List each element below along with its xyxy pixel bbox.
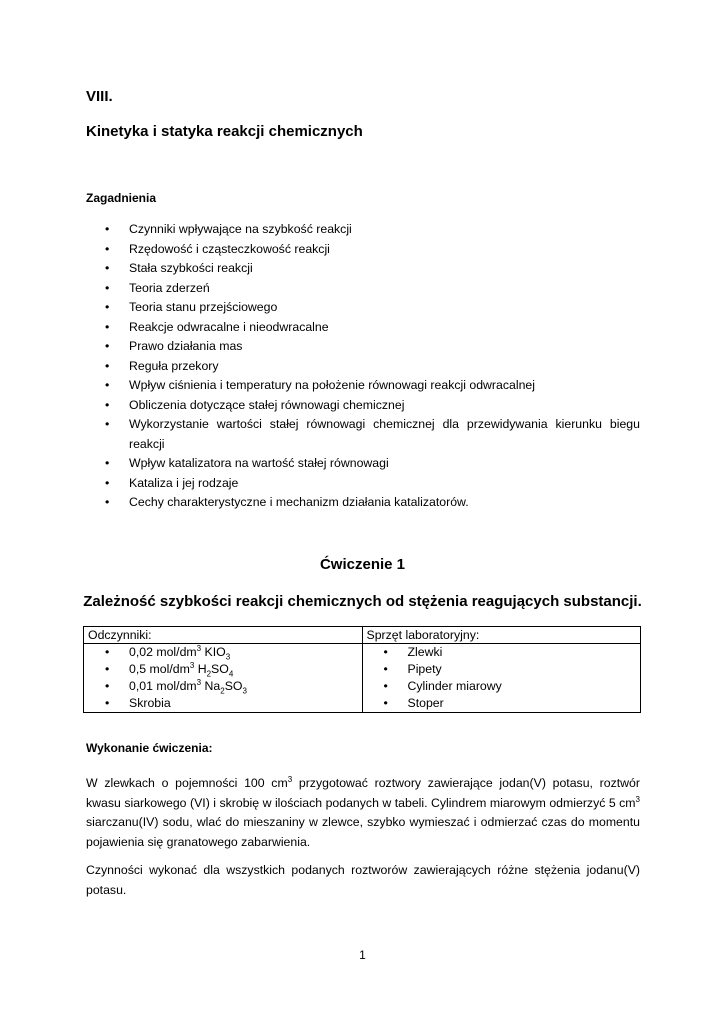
page-number: 1	[359, 948, 366, 962]
reagent-item: • 0,01 mol/$dm^3$ $Na_2SO_3$	[88, 678, 358, 695]
equipment-item: • Stoper	[367, 695, 637, 712]
chapter-number: VIII.	[86, 88, 113, 105]
exercise-title: Zależność szybkości reakcji chemicznych od stężenia reagujących substancji.	[83, 593, 642, 610]
topic-item: • Wpływ ciśnienia i temperatury na położenie równowagi reakcji odwracalnej	[86, 376, 640, 396]
topic-item: • Kataliza i jej rodzaje	[86, 474, 640, 494]
procedure-paragraph: W zlewkach o pojemności 100 $cm^3$ przygotować roztwory zawierające jodan(V) potasu, roztwór kwasu siarkowego (VI) i skrobię w ilościach podanych w tabeli. Cylindrem miarowym odmierzyć 5 $cm^3$ siarczanu(IV) sodu, wlać do mieszaniny w zlewce, szybko wymieszać i odmierzać czas do momentu pojawienia się granatowego zabarwienia.	[86, 774, 640, 849]
topic-item: • Teoria zderzeń	[86, 279, 640, 299]
topic-item: • Wykorzystanie wartości stałej równowagi chemicznej dla przewidywania kierunku biegu reakcji	[86, 415, 640, 454]
reagents-list	[88, 644, 358, 712]
topic-item: • Reguła przekory	[86, 357, 640, 377]
reagents-cell	[84, 644, 363, 713]
reagents-header: Odczynniki:	[84, 627, 363, 644]
chapter-title: Kinetyka i statyka reakcji chemicznych	[86, 123, 363, 140]
topic-item: • Obliczenia dotyczące stałej równowagi chemicznej	[86, 396, 640, 416]
materials-table	[83, 626, 641, 713]
reagent-item: • 0,5 mol/$dm^3$ $H_2SO_4$	[88, 661, 358, 678]
exercise-label: Ćwiczenie 1	[319, 556, 406, 573]
topic-item: • Rzędowość i cząsteczkowość reakcji	[86, 240, 640, 260]
equipment-list	[367, 644, 637, 712]
equipment-cell	[362, 644, 641, 713]
equipment-item: • Cylinder miarowy	[367, 678, 637, 695]
equipment-header: Sprzęt laboratoryjny:	[362, 627, 641, 644]
topic-item: • Reakcje odwracalne i nieodwracalne	[86, 318, 640, 338]
reagent-item: • Skrobia	[88, 695, 358, 712]
topic-item: • Cechy charakterystyczne i mechanizm działania katalizatorów.	[86, 493, 640, 513]
equipment-item: • Zlewki	[367, 644, 637, 661]
equipment-item: • Pipety	[367, 661, 637, 678]
topics-heading: Zagadnienia	[86, 191, 157, 205]
topic-item: • Stała szybkości reakcji	[86, 259, 640, 279]
procedure-paragraph-2: Czynności wykonać dla wszystkich podanych roztworów zawierających różne stężenia jodanu(V) potasu.	[86, 863, 640, 897]
topic-item: • Teoria stanu przejściowego	[86, 298, 640, 318]
topic-item: • Prawo działania mas	[86, 337, 640, 357]
topic-item: • Czynniki wpływające na szybkość reakcji	[86, 220, 640, 240]
topic-item: • Wpływ katalizatora na wartość stałej równowagi	[86, 454, 640, 474]
procedure-heading: Wykonanie ćwiczenia:	[86, 741, 213, 755]
topics-list	[86, 220, 640, 513]
reagent-item: • 0,02 mol/$dm^3$ $KIO_3$	[88, 644, 358, 661]
